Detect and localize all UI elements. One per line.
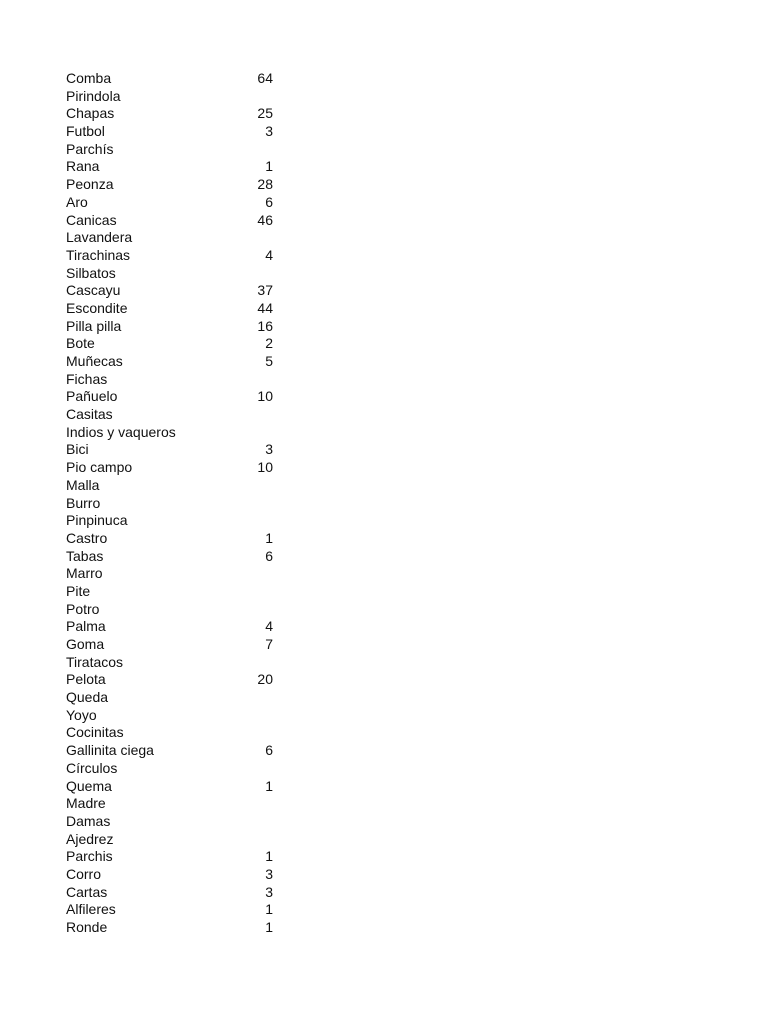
game-name: Castro bbox=[66, 529, 108, 546]
game-name: Palma bbox=[66, 618, 106, 635]
game-count: 6 bbox=[265, 742, 273, 759]
table-row bbox=[66, 548, 286, 566]
game-count bbox=[236, 141, 273, 159]
game-name: Tirachinas bbox=[66, 246, 131, 263]
game-name: Ajedrez bbox=[66, 830, 114, 847]
table-row bbox=[66, 795, 286, 813]
table-row bbox=[66, 565, 286, 583]
game-name: Pite bbox=[66, 582, 91, 599]
game-count bbox=[236, 760, 273, 778]
table-row bbox=[66, 70, 286, 88]
game-name: Goma bbox=[66, 636, 105, 652]
game-name: Malla bbox=[66, 476, 100, 493]
game-name: Tabas bbox=[66, 547, 104, 564]
table-row bbox=[66, 194, 286, 212]
game-name: Pañuelo bbox=[66, 388, 118, 405]
table-row bbox=[66, 424, 286, 442]
game-name: Peonza bbox=[66, 176, 114, 193]
game-name: Queda bbox=[66, 689, 109, 706]
game-name: Fichas bbox=[66, 370, 108, 387]
game-name: Pinpinuca bbox=[66, 512, 128, 529]
game-count: 3 bbox=[265, 865, 273, 882]
game-count bbox=[236, 406, 273, 424]
game-name: Futbol bbox=[66, 123, 105, 140]
table-row bbox=[66, 88, 286, 106]
table-row bbox=[66, 176, 286, 194]
table-row bbox=[66, 707, 286, 725]
table-row bbox=[66, 866, 286, 884]
game-count bbox=[236, 724, 273, 742]
table-row bbox=[66, 105, 286, 123]
game-name: Silbatos bbox=[66, 264, 116, 281]
table-row bbox=[66, 123, 286, 141]
game-name: Tiratacos bbox=[66, 653, 124, 670]
game-name: Lavandera bbox=[66, 229, 133, 246]
game-name: Potro bbox=[66, 600, 100, 617]
table-row bbox=[66, 335, 286, 353]
game-count: 1 bbox=[265, 777, 273, 794]
table-row bbox=[66, 724, 286, 742]
game-name: Comba bbox=[66, 70, 112, 86]
game-count: 16 bbox=[257, 317, 273, 334]
game-count: 10 bbox=[257, 388, 273, 405]
table-row bbox=[66, 459, 286, 477]
table-row bbox=[66, 618, 286, 636]
table-row bbox=[66, 742, 286, 760]
game-count bbox=[236, 831, 273, 849]
game-count: 1 bbox=[265, 901, 273, 918]
table-row bbox=[66, 300, 286, 318]
game-name: Madre bbox=[66, 795, 106, 812]
table-row bbox=[66, 636, 286, 654]
game-count: 20 bbox=[257, 671, 273, 688]
game-count: 4 bbox=[265, 618, 273, 635]
table-row bbox=[66, 282, 286, 300]
game-count: 4 bbox=[265, 246, 273, 263]
game-count: 64 bbox=[257, 70, 273, 86]
game-count: 1 bbox=[265, 158, 273, 175]
game-count bbox=[236, 689, 273, 707]
game-name: Alfileres bbox=[66, 901, 116, 918]
table-row bbox=[66, 760, 286, 778]
game-name: Gallinita ciega bbox=[66, 742, 154, 759]
game-count: 10 bbox=[257, 459, 273, 476]
game-count: 1 bbox=[265, 848, 273, 865]
game-name: Cascayu bbox=[66, 282, 121, 299]
table-row bbox=[66, 371, 286, 389]
table-row bbox=[66, 441, 286, 459]
table-row bbox=[66, 848, 286, 866]
game-count bbox=[236, 477, 273, 495]
table-row bbox=[66, 406, 286, 424]
table-row bbox=[66, 265, 286, 283]
table-row bbox=[66, 919, 286, 937]
game-count: 3 bbox=[265, 123, 273, 140]
game-count bbox=[236, 265, 273, 283]
game-count: 2 bbox=[265, 335, 273, 352]
game-name: Burro bbox=[66, 494, 101, 511]
game-count: 6 bbox=[265, 547, 273, 564]
game-name: Aro bbox=[66, 193, 88, 210]
table-row bbox=[66, 671, 286, 689]
game-name: Chapas bbox=[66, 105, 115, 122]
games-table bbox=[66, 70, 286, 937]
table-row bbox=[66, 689, 286, 707]
game-name: Corro bbox=[66, 865, 102, 882]
table-row bbox=[66, 158, 286, 176]
game-name: Parchis bbox=[66, 848, 113, 865]
table-row bbox=[66, 229, 286, 247]
game-name: Canicas bbox=[66, 211, 117, 228]
game-count: 3 bbox=[265, 883, 273, 900]
game-name: Quema bbox=[66, 777, 112, 794]
game-count bbox=[236, 371, 273, 389]
game-name: Pirindola bbox=[66, 87, 121, 104]
game-name: Muñecas bbox=[66, 353, 123, 369]
table-row bbox=[66, 831, 286, 849]
game-count: 37 bbox=[257, 282, 273, 299]
game-count bbox=[236, 654, 273, 672]
game-count: 44 bbox=[257, 299, 273, 316]
game-name: Bici bbox=[66, 441, 89, 458]
table-row bbox=[66, 212, 286, 230]
table-row bbox=[66, 813, 286, 831]
game-count bbox=[236, 583, 273, 601]
game-name: Marro bbox=[66, 565, 103, 582]
table-row bbox=[66, 495, 286, 513]
game-name: Yoyo bbox=[66, 706, 97, 723]
game-name: Pelota bbox=[66, 671, 106, 688]
table-row bbox=[66, 477, 286, 495]
game-count bbox=[236, 707, 273, 725]
game-name: Damas bbox=[66, 812, 111, 829]
game-name: Bote bbox=[66, 335, 95, 352]
game-name: Ronde bbox=[66, 919, 108, 935]
game-name: Pio campo bbox=[66, 459, 133, 476]
game-name: Escondite bbox=[66, 299, 128, 316]
game-count: 7 bbox=[265, 636, 273, 652]
table-row bbox=[66, 388, 286, 406]
table-row bbox=[66, 141, 286, 159]
table-row bbox=[66, 530, 286, 548]
game-name: Cocinitas bbox=[66, 724, 124, 741]
table-row bbox=[66, 583, 286, 601]
game-name: Rana bbox=[66, 158, 100, 175]
table-row bbox=[66, 601, 286, 619]
table-row bbox=[66, 318, 286, 336]
table-row bbox=[66, 778, 286, 796]
game-name: Indios y vaqueros bbox=[66, 423, 176, 440]
game-count: 25 bbox=[257, 105, 273, 122]
game-count bbox=[236, 229, 273, 247]
table-row bbox=[66, 884, 286, 902]
game-name: Casitas bbox=[66, 406, 113, 423]
game-count bbox=[236, 565, 273, 583]
game-name: Pilla pilla bbox=[66, 317, 122, 334]
game-name: Círculos bbox=[66, 759, 118, 776]
table-row bbox=[66, 901, 286, 919]
table-row bbox=[66, 654, 286, 672]
game-count: 3 bbox=[265, 441, 273, 458]
game-count: 28 bbox=[257, 176, 273, 193]
game-count: 5 bbox=[265, 353, 273, 369]
game-count bbox=[236, 88, 273, 106]
table-row bbox=[66, 247, 286, 265]
game-count: 1 bbox=[265, 529, 273, 546]
table-row bbox=[66, 512, 286, 530]
game-count bbox=[236, 495, 273, 513]
game-count bbox=[236, 601, 273, 619]
game-count bbox=[236, 424, 273, 442]
game-name: Parchís bbox=[66, 140, 114, 157]
game-count bbox=[236, 813, 273, 831]
game-name: Cartas bbox=[66, 883, 108, 900]
game-count: 46 bbox=[257, 211, 273, 228]
game-count: 6 bbox=[265, 193, 273, 210]
game-count bbox=[236, 512, 273, 530]
game-count: 1 bbox=[265, 919, 273, 935]
game-count bbox=[236, 795, 273, 813]
table-row bbox=[66, 353, 286, 371]
